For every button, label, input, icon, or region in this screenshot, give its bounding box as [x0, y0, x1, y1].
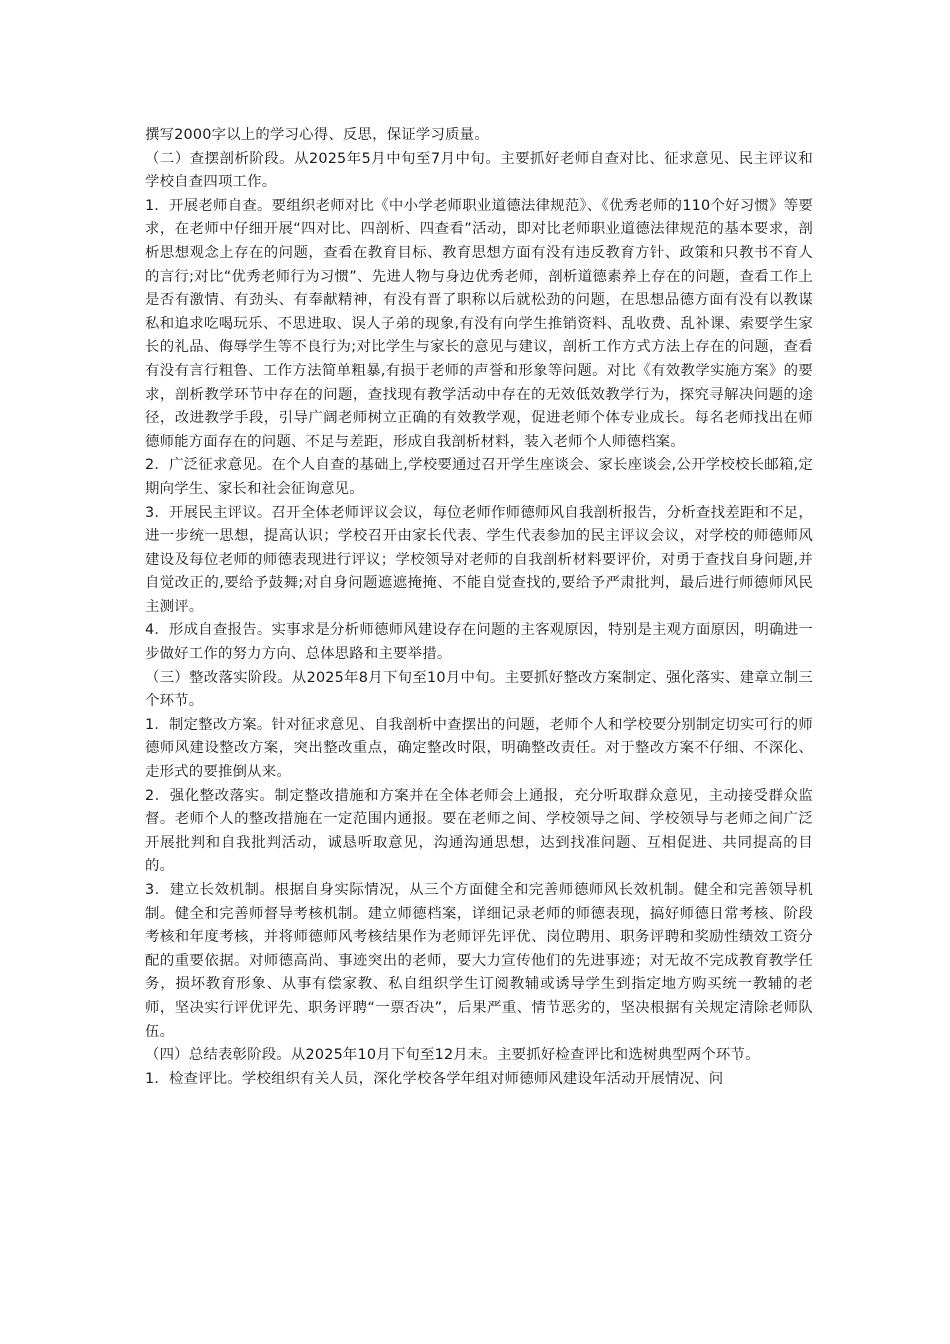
paragraph-democratic-review: 3．开展民主评议。召开全体老师评议会议，每位老师作师德师风自我剖析报告，分析查找差距和不足，进一步统一思想，提高认识；学校召开由家长代表、学生代表参加的民主评议会议，对学校的师德师风建设及每位老师的师德表现进行评议；学校领导对老师的自我剖析材料要评价，对勇于查找自身问题,并自觉改正的,要给予鼓舞;对自身问题遮遮掩掩、不能自觉查找的,要给予严肃批判，最后进行师德师风民主测评。 [145, 504, 813, 615]
paragraph-self-check-report: 4．形成自查报告。实事求是分析师德师风建设存在问题的主客观原因，特别是主观方面原因，明确进一步做好工作的努力方向、总体思路和主要举措。 [145, 622, 813, 663]
paragraph-inspection-evaluation: 1．检查评比。学校组织有关人员，深化学校各学年组对师德师风建设年活动开展情况、问 [145, 1070, 724, 1087]
paragraph-rectification-plan: 1．制定整改方案。针对征求意见、自我剖析中查摆出的问题，老师个人和学校要分别制定切实可行的师德师风建设整改方案，突出整改重点，确定整改时限，明确整改责任。对于整改方案不仔细、不深化、走形式的要推倒从来。 [145, 716, 813, 781]
paragraph-long-term-mechanism: 3．建立长效机制。根据自身实际情况，从三个方面健全和完善师德师风长效机制。健全和完善领导机制。健全和完善师督导考核机制。建立师德档案，详细记录老师的师德表现，搞好师德日常考核、阶段考核和年度考核，并将师德师风考核结果作为老师评先评优、岗位聘用、职务评聘和奖励性绩效工资分配的重要依据。对师德高尚、事迹突出的老师，要大力宣传他们的先进事迹；对无故不完成教育教学任务，损坏教育形象、从事有偿家教、私自组织学生订阅教辅或诱导学生到指定地方购买统一教辅的老师，坚决实行评优评先、职务评聘“一票否决”，后果严重、情节恶劣的，坚决根据有关规定清除老师队伍。 [145, 882, 813, 1040]
paragraph-teacher-self-check: 1．开展老师自查。要组织老师对比《中小学老师职业道德法律规范》、《优秀老师的110个好习惯》等要求，在老师中仔细开展“四对比、四剖析、四查看”活动，即对比老师职业道德法律规范的基本要求，剖析思想观念上存在的问题，查看在教育目标、教育思想方面有没有违反教育方针、政策和只教书不育人的言行;对比“优秀老师行为习惯”、先进人物与身边优秀老师，剖析道德素养上存在的问题，查看工作上是否有激情、有劲头、有奉献精神，有没有晋了职称以后就松劲的问题，在思想品德方面有没有以教谋私和追求吃喝玩乐、不思进取、误人子弟的现象,有没有向学生推销资料、乱收费、乱补课、索要学生家长的礼品、侮辱学生等不良行为;对比学生与家长的意见与建议，剖析工作方式方法上存在的问题，查看有没有言行粗鲁、工作方法简单粗暴,有损于老师的声誉和形象等问题。对比《有效教学实施方案》的要求，剖析教学环节中存在的问题，查找现有教学活动中存在的无效低效教学行为，探究寻解决问题的途径，改进教学手段，引导广阔老师树立正确的有效教学观，促进老师个体专业成长。每名老师找出在师德师能方面存在的问题、不足与差距，形成自我剖析材料，装入老师个人师德档案。 [145, 197, 813, 450]
document-page [145, 124, 813, 1091]
paragraph-stage-four-heading: （四）总结表彰阶段。从2025年10月下旬至12月末。主要抓好检查评比和选树典型两个环节。 [145, 1047, 760, 1064]
paragraph-stage-two-heading: （二）查摆剖析阶段。从2025年5月中旬至7月中旬。主要抓好老师自查对比、征求意见、民主评议和学校自查四项工作。 [145, 150, 813, 191]
paragraph-rectification-implementation: 2．强化整改落实。制定整改措施和方案并在全体老师会上通报，充分听取群众意见，主动接受群众监督。老师个人的整改措施在一定范围内通报。要在老师之间、学校领导之间、学校领导与老师之间广泛开展批判和自我批判活动，诚恳听取意见，沟通沟通思想，达到找准问题、互相促进、共同提高的目的。 [145, 787, 813, 875]
paragraph-solicit-opinions: 2．广泛征求意见。在个人自查的基础上,学校要通过召开学生座谈会、家长座谈会,公开学校校长邮箱,定期向学生、家长和社会征询意见。 [145, 457, 813, 497]
paragraph-stage-three-heading: （三）整改落实阶段。从2025年8月下旬至10月中旬。主要抓好整改方案制定、强化落实、建章立制三个环节。 [145, 669, 813, 710]
paragraph-study-note: 撰写2000字以上的学习心得、反思，保证学习质量。 [145, 127, 489, 143]
